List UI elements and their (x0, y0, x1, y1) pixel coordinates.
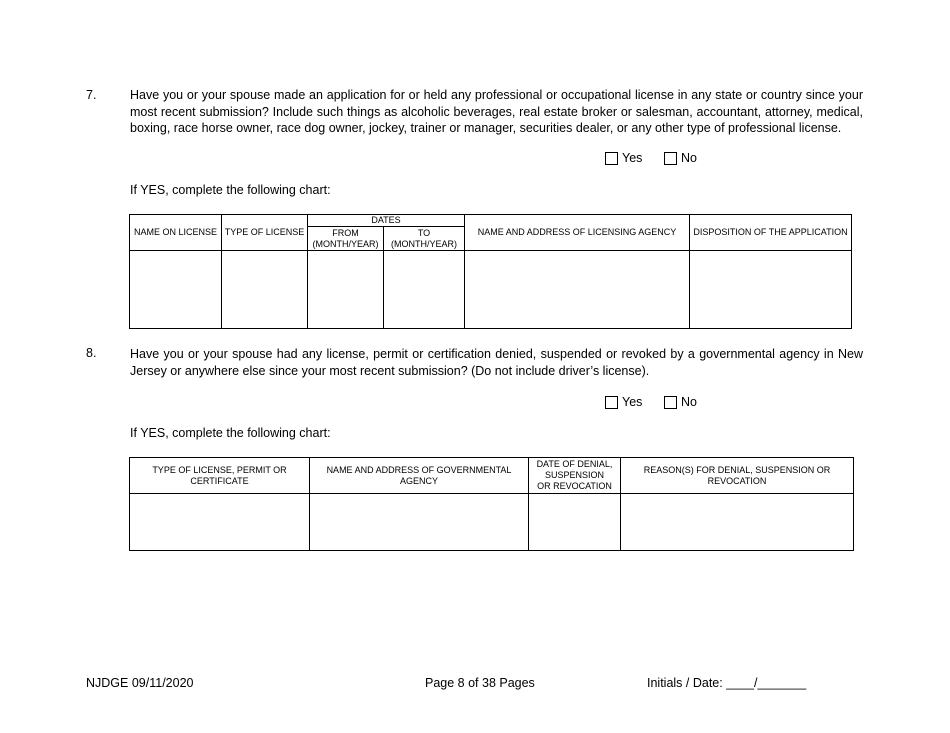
q7-cell-from[interactable] (308, 251, 384, 329)
question-8-text: Have you or your spouse had any license, permit or certification denied, suspended or revoked by a governmental agency in New Jersey or anywhere else since your most recent submission? (Do not include driver’s license). (130, 347, 863, 378)
footer-page-number: Page 8 of 38 Pages (425, 676, 535, 690)
q7-cell-agency[interactable] (465, 251, 690, 329)
q8-col-agency: NAME AND ADDRESS OF GOVERNMENTAL AGENCY (310, 458, 529, 494)
q8-col-date: DATE OF DENIAL, SUSPENSION OR REVOCATION (529, 458, 621, 494)
q8-denial-table (129, 457, 854, 551)
q7-cell-disposition[interactable] (690, 251, 852, 329)
q7-license-table (129, 214, 852, 329)
q8-cell-type[interactable] (130, 494, 310, 551)
q7-cell-type[interactable] (222, 251, 308, 329)
q8-yes-option[interactable] (605, 395, 642, 409)
q8-yes-label: Yes (622, 395, 643, 409)
footer-form-id: NJDGE 09/11/2020 (86, 676, 194, 690)
footer-initials-date[interactable]: Initials / Date: ____/_______ (647, 676, 807, 690)
q8-if-yes-instruction: If YES, complete the following chart: (130, 426, 331, 440)
q8-no-option[interactable] (664, 395, 697, 409)
question-7-number: 7. (86, 88, 97, 102)
q7-cell-name[interactable] (130, 251, 222, 329)
q8-cell-date[interactable] (529, 494, 621, 551)
q7-col-disposition: DISPOSITION OF THE APPLICATION (690, 215, 852, 251)
q7-yes-checkbox[interactable] (605, 152, 618, 165)
q7-yes-option[interactable] (605, 151, 642, 165)
q7-cell-to[interactable] (384, 251, 465, 329)
q7-no-option[interactable] (664, 151, 697, 165)
q7-col-to: TO (MONTH/YEAR) (384, 227, 465, 251)
question-7-text: Have you or your spouse made an application for or held any professional or occupational license in any state or country since your most recent submission? Include such things as alcoholic beverages, real estate broker or salesman, accountant, attorney, medical, boxing, race horse owner, race dog owner, jockey, trainer or manager, securities dealer, or any other type of professional license. (130, 88, 863, 136)
q8-no-checkbox[interactable] (664, 396, 677, 409)
q7-no-label: No (681, 151, 697, 165)
q7-col-licensing-agency: NAME AND ADDRESS OF LICENSING AGENCY (465, 215, 690, 251)
q8-cell-agency[interactable] (310, 494, 529, 551)
q7-col-from: FROM (MONTH/YEAR) (308, 227, 384, 251)
q8-yes-checkbox[interactable] (605, 396, 618, 409)
q8-col-reasons: REASON(S) FOR DENIAL, SUSPENSION OR REVOCATION (621, 458, 854, 494)
q7-col-name-on-license: NAME ON LICENSE (130, 215, 222, 251)
q7-col-type-of-license: TYPE OF LICENSE (222, 215, 308, 251)
q8-col-type: TYPE OF LICENSE, PERMIT OR CERTIFICATE (130, 458, 310, 494)
q7-yes-label: Yes (622, 151, 643, 165)
q8-cell-reasons[interactable] (621, 494, 854, 551)
q7-no-checkbox[interactable] (664, 152, 677, 165)
question-8-number: 8. (86, 346, 97, 360)
q7-if-yes-instruction: If YES, complete the following chart: (130, 183, 331, 197)
q8-no-label: No (681, 395, 697, 409)
q7-col-dates: DATES (308, 215, 465, 227)
